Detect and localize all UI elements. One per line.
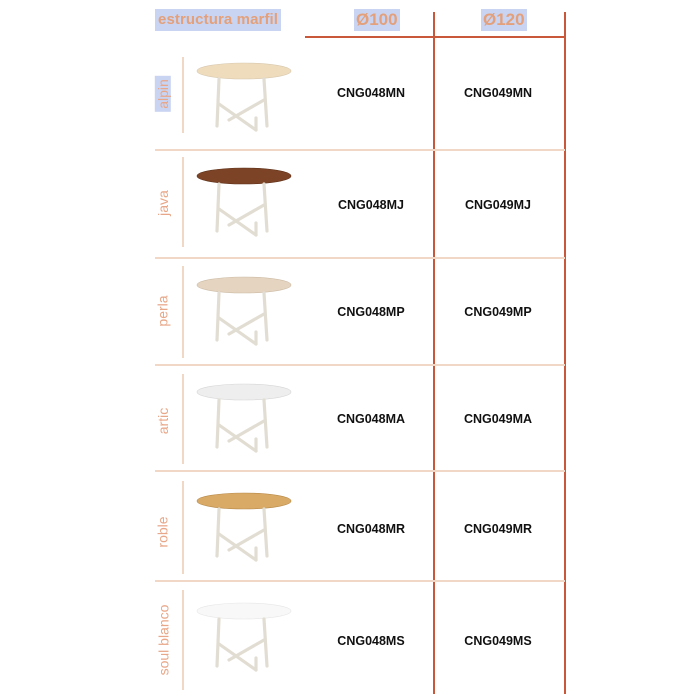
code-100: CNG048MR xyxy=(336,522,406,536)
code-120: CNG049MP xyxy=(464,305,532,319)
code-120: CNG049MJ xyxy=(465,198,531,212)
finish-label: alpin xyxy=(148,60,178,128)
size-header-100: Ø100 xyxy=(356,10,398,29)
code-120: CNG049MA xyxy=(463,412,533,426)
code-100: CNG048MA xyxy=(336,412,406,426)
header-rule xyxy=(305,36,566,38)
column-divider-right xyxy=(564,12,566,694)
code-100: CNG048MP xyxy=(337,305,405,319)
label-divider xyxy=(182,590,184,690)
row-divider xyxy=(155,257,565,259)
row-divider xyxy=(155,470,565,472)
table-image xyxy=(192,379,296,459)
code-100: CNG048MN xyxy=(336,86,406,100)
code-100: CNG048MS xyxy=(337,634,405,648)
table-image xyxy=(192,163,296,243)
table-image xyxy=(192,272,296,352)
finish-label: artic xyxy=(154,407,171,435)
finish-label: soul blanco xyxy=(155,604,172,676)
code-120: CNG049MS xyxy=(464,634,532,648)
label-divider xyxy=(182,157,184,247)
label-divider xyxy=(182,266,184,358)
table-image xyxy=(192,598,296,678)
label-divider xyxy=(182,481,184,574)
finish-label: java xyxy=(155,190,171,216)
code-100: CNG048MJ xyxy=(338,198,404,212)
table-image xyxy=(192,58,296,138)
row-divider xyxy=(155,149,565,151)
column-divider-left xyxy=(433,12,435,694)
size-header-120: Ø120 xyxy=(483,10,525,29)
label-divider xyxy=(182,57,184,133)
finish-label: roble xyxy=(155,516,172,548)
row-divider xyxy=(155,580,565,582)
row-divider xyxy=(155,364,565,366)
code-120: CNG049MR xyxy=(463,522,533,536)
structure-title: estructura marfil xyxy=(155,9,281,31)
label-divider xyxy=(182,374,184,464)
finish-label: perla xyxy=(155,295,172,327)
code-120: CNG049MN xyxy=(463,86,533,100)
table-image xyxy=(192,488,296,568)
